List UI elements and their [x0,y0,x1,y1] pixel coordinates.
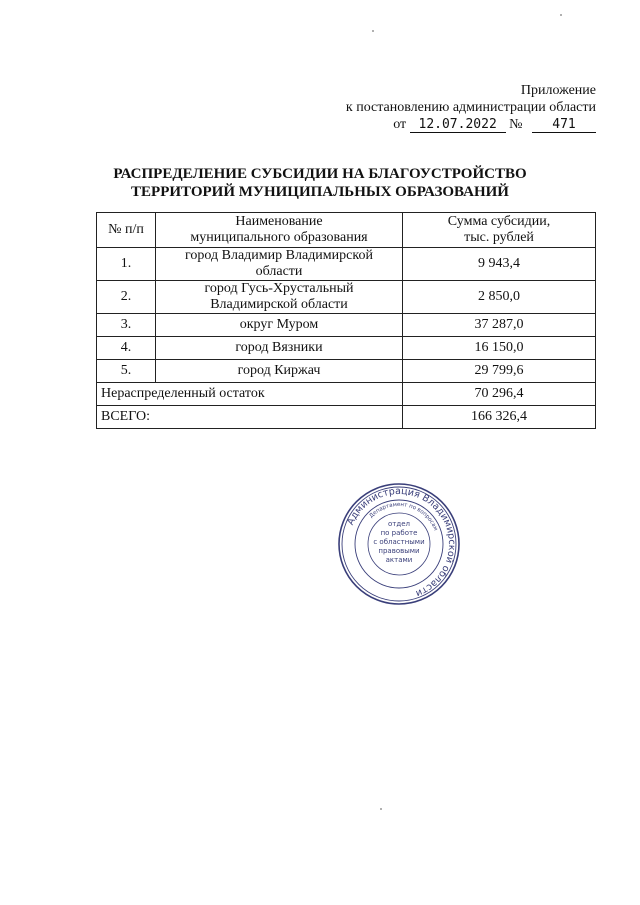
row-name [156,281,403,314]
row-num: 3. [97,314,156,337]
row-name [156,248,403,281]
stamp-outer-text: Администрация Владимирской области [345,485,458,599]
document-title [0,165,640,201]
table-header-row [97,213,596,248]
stamp-center-line: по работе [380,529,418,537]
header-name-line-2: муниципального образования [190,230,368,245]
scan-speck [560,14,562,16]
document-number: 471 [532,117,596,133]
row-name-line-1: город Владимир Владимирской [185,248,373,263]
row-name-line-2: области [255,264,303,279]
title-line-1: РАСПРЕДЕЛЕНИЕ СУБСИДИИ НА БЛАГОУСТРОЙСТВО [113,166,527,182]
total-row [97,406,596,429]
table-row [97,281,596,314]
title-line-2: ТЕРРИТОРИЙ МУНИЦИПАЛЬНЫХ ОБРАЗОВАНИЙ [131,184,509,200]
table-row [97,248,596,281]
remainder-sum: 70 296,4 [403,383,596,406]
row-sum: 29 799,6 [403,360,596,383]
header-sum-line-1: Сумма субсидии, [447,214,551,229]
stamp-inner-text: Департамент по вопросам [368,501,439,532]
date-prefix: от [393,117,407,132]
row-sum: 37 287,0 [403,314,596,337]
table-row [97,314,596,337]
row-num: 2. [97,281,156,314]
header-num: № п/п [97,213,156,248]
appendix-subtitle: к постановлению администрации области [345,100,596,115]
header-name [156,213,403,248]
scan-speck [380,808,382,810]
appendix-title: Приложение [520,83,596,98]
row-sum: 2 850,0 [403,281,596,314]
row-sum: 16 150,0 [403,337,596,360]
official-stamp [337,482,461,606]
row-name: округ Муром [156,314,403,337]
stamp-seal-icon [337,482,461,606]
stamp-center-line: правовыми [378,547,420,555]
row-sum: 9 943,4 [403,248,596,281]
header-sum [403,213,596,248]
document-date: 12.07.2022 [410,117,506,133]
row-name-line-2: Владимирской области [210,297,348,312]
remainder-label: Нераспределенный остаток [97,383,403,406]
row-name-line-1: город Гусь-Хрустальный [204,281,354,296]
header-name-line-1: Наименование [235,214,323,229]
row-name: город Вязники [156,337,403,360]
row-num: 1. [97,248,156,281]
scan-speck [372,30,374,32]
row-num: 4. [97,337,156,360]
row-name: город Киржач [156,360,403,383]
number-prefix: № [509,117,523,132]
remainder-row [97,383,596,406]
table-row [97,337,596,360]
appendix-date-number [346,116,596,133]
stamp-center-line: отдел [388,520,410,528]
row-num: 5. [97,360,156,383]
header-sum-line-2: тыс. рублей [464,230,534,245]
total-label: ВСЕГО: [97,406,403,429]
stamp-center-line: с областными [373,538,425,546]
stamp-center-line: актами [385,556,413,564]
appendix-block [346,82,596,133]
subsidy-table [96,212,596,429]
table-row [97,360,596,383]
total-sum: 166 326,4 [403,406,596,429]
